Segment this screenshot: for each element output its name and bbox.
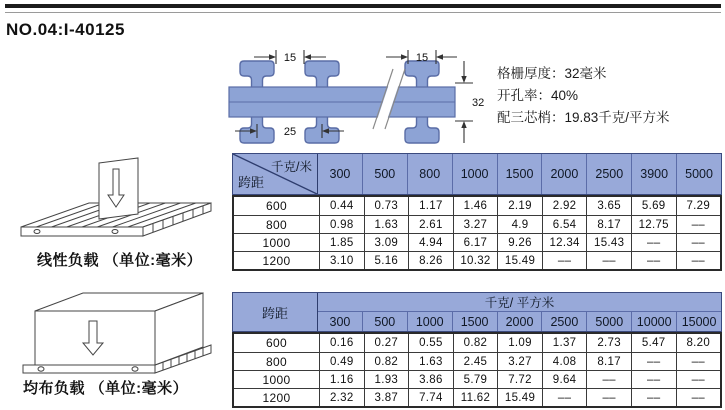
table-cell: 9.64	[542, 371, 587, 388]
table-cell: ––	[586, 371, 631, 388]
table-cell: 6.54	[542, 216, 587, 233]
table-cell: ––	[676, 234, 721, 251]
table-cell: 9.26	[497, 234, 542, 251]
table-cell: 0.16	[319, 334, 364, 352]
table-cell: ––	[542, 252, 587, 269]
corner-unit-label: 千克/米	[271, 160, 312, 174]
table-cell: 8.17	[586, 353, 631, 370]
row-header: 1000	[262, 372, 291, 387]
table-cell: 2.73	[586, 334, 631, 352]
table-cell: 3.86	[408, 371, 453, 388]
column-header: 500	[362, 312, 407, 331]
table-cell: 4.94	[408, 234, 453, 251]
column-header: 5000	[586, 312, 631, 331]
table-cell: ––	[676, 353, 721, 370]
table-row	[234, 388, 720, 406]
table-cell: 8.26	[408, 252, 453, 269]
table-cell: 8.20	[676, 334, 721, 352]
table-cell: 1.37	[542, 334, 587, 352]
table-row	[234, 352, 720, 370]
column-header: 1500	[497, 154, 542, 194]
column-header: 300	[329, 167, 351, 181]
table-cell: 2.61	[408, 216, 453, 233]
table-cell: 0.82	[453, 334, 498, 352]
table2-span-header: 跨距	[233, 293, 318, 331]
table-cell: ––	[586, 389, 631, 406]
table-cell: ––	[631, 252, 676, 269]
table-cell: 7.74	[408, 389, 453, 406]
column-header: 5000	[676, 154, 721, 194]
column-header: 2000	[541, 154, 586, 194]
row-header: 800	[266, 217, 287, 232]
table-cell: 2.32	[319, 389, 364, 406]
table-cell: ––	[631, 353, 676, 370]
column-header: 800	[407, 154, 452, 194]
column-header: 15000	[676, 312, 721, 331]
table-cell: ––	[631, 389, 676, 406]
linear-load-figure	[15, 157, 220, 252]
table-cell: ––	[676, 371, 721, 388]
dim-label-25: 25	[283, 126, 297, 138]
table-cell: 3.65	[586, 197, 631, 215]
table-cell: 7.72	[497, 371, 542, 388]
row-header: 1200	[262, 253, 291, 268]
table-cell: 1.85	[319, 234, 364, 251]
table-cell: 1.93	[364, 371, 409, 388]
table-cell: ––	[676, 389, 721, 406]
table-cell: ––	[542, 389, 587, 406]
spec-line: 开孔率：40%	[497, 88, 579, 103]
table-cell: 15.49	[497, 389, 542, 406]
table-cell: 15.43	[586, 234, 631, 251]
table-cell: 5.69	[631, 197, 676, 215]
column-header: 2000	[497, 312, 542, 331]
uniform-load-table	[232, 292, 722, 408]
table-cell: 5.79	[453, 371, 498, 388]
column-header: 1000	[407, 312, 452, 331]
table-row	[234, 215, 720, 233]
table-cell: 15.49	[497, 252, 542, 269]
table-cell: 3.87	[364, 389, 409, 406]
column-header: 300	[329, 314, 351, 329]
table-cell: 1.63	[408, 353, 453, 370]
top-rule-thick	[5, 4, 721, 8]
spec-list	[497, 63, 670, 129]
table-cell: ––	[631, 234, 676, 251]
column-header: 500	[362, 154, 407, 194]
corner-span-label: 跨距	[238, 175, 265, 190]
table-row	[234, 370, 720, 388]
table2-unit-band-wrap	[318, 293, 721, 331]
linear-load-label: 线性负载 （单位:毫米）	[37, 252, 203, 269]
page-title: NO.04:I-40125	[6, 20, 125, 39]
table-cell: ––	[631, 371, 676, 388]
table1-corner-cell	[233, 154, 318, 194]
table-row	[234, 233, 720, 251]
table-cell: 1.16	[319, 371, 364, 388]
grating-cross-section-diagram	[227, 47, 489, 147]
table-cell: 1.17	[408, 197, 453, 215]
row-header: 1200	[262, 390, 291, 405]
row-header: 800	[266, 354, 287, 369]
table-row	[234, 197, 720, 215]
table-cell: 1.63	[364, 216, 409, 233]
table2-body	[232, 332, 722, 408]
row-header: 600	[266, 336, 287, 350]
table-cell: 1.09	[497, 334, 542, 352]
table-cell: 6.17	[453, 234, 498, 251]
table-cell: 0.49	[319, 353, 364, 370]
spec-line: 配三芯梢：19.83千克/平方米	[497, 110, 670, 125]
table-cell: 5.47	[631, 334, 676, 352]
dim-label-15-left: 15	[283, 52, 297, 64]
table-cell: 2.45	[453, 353, 498, 370]
top-rule-thin	[5, 12, 721, 13]
table-row	[234, 251, 720, 269]
table-cell: 10.32	[453, 252, 498, 269]
table-cell: ––	[676, 252, 721, 269]
row-header: 1000	[262, 235, 291, 250]
table-cell: 8.17	[586, 216, 631, 233]
table-cell: 4.9	[497, 216, 542, 233]
uniform-load-figure	[15, 285, 220, 385]
table-cell: 12.34	[542, 234, 587, 251]
table-cell: 11.62	[453, 389, 498, 406]
table-cell: 3.10	[319, 252, 364, 269]
table2-unit-band: 千克/ 平方米	[318, 293, 721, 312]
table-cell: 3.27	[497, 353, 542, 370]
table-cell: ––	[586, 252, 631, 269]
table-cell: 1.46	[453, 197, 498, 215]
table-cell: 12.75	[631, 216, 676, 233]
table-cell: 4.08	[542, 353, 587, 370]
column-header: 2500	[541, 312, 586, 331]
table2-column-headers	[318, 312, 721, 331]
table-cell: 0.55	[408, 334, 453, 352]
column-header: 10000	[631, 312, 676, 331]
table-cell: 3.09	[364, 234, 409, 251]
table-cell: 7.29	[676, 197, 721, 215]
table-cell: 2.92	[542, 197, 587, 215]
table-cell: 5.16	[364, 252, 409, 269]
dim-label-15-right: 15	[415, 52, 429, 64]
row-header: 600	[266, 199, 287, 213]
uniform-load-label: 均布负载 （单位:毫米）	[23, 380, 189, 397]
table1-header	[232, 153, 722, 195]
column-header: 2500	[586, 154, 631, 194]
table-row	[234, 334, 720, 352]
table-cell: ––	[676, 216, 721, 233]
table-cell: 0.44	[319, 197, 364, 215]
dim-label-32: 32	[472, 97, 485, 109]
column-header: 1500	[452, 312, 497, 331]
table-cell: 0.82	[364, 353, 409, 370]
table-cell: 0.98	[319, 216, 364, 233]
column-header: 3900	[631, 154, 676, 194]
table2-header	[232, 292, 722, 332]
table1-body	[232, 195, 722, 271]
table-cell: 3.27	[453, 216, 498, 233]
table-cell: 0.27	[364, 334, 409, 352]
column-header: 1000	[452, 154, 497, 194]
table-cell: 0.73	[364, 197, 409, 215]
table1-column-headers	[318, 154, 721, 194]
dimension-32	[455, 61, 473, 143]
linear-load-table	[232, 153, 722, 271]
table-cell: 2.19	[497, 197, 542, 215]
spec-line: 格栅厚度：32毫米	[497, 66, 607, 81]
